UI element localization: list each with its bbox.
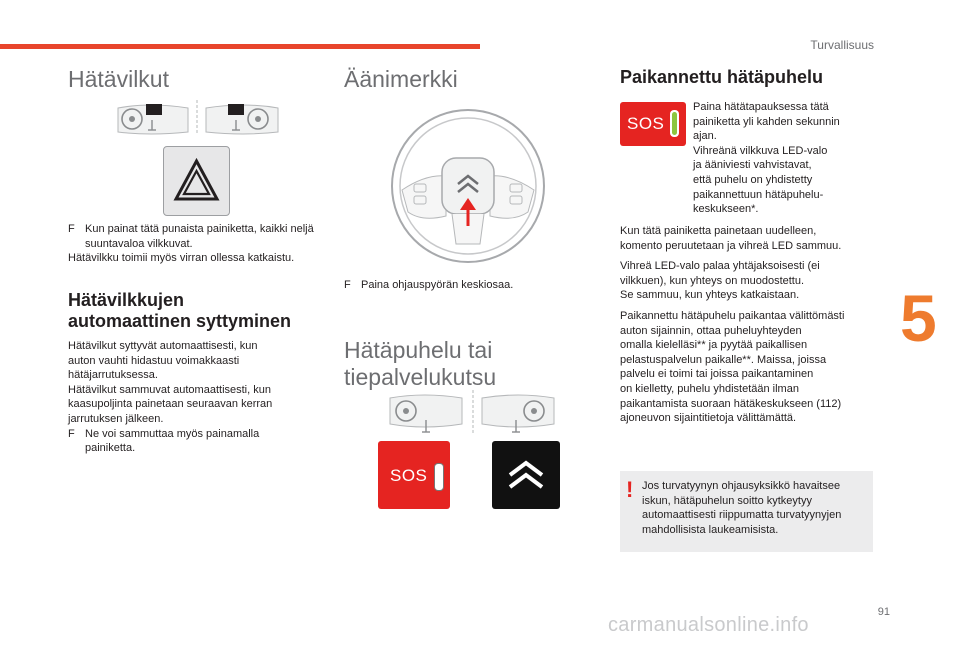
hazard-switch-location-diagram (110, 98, 290, 136)
hazard-button[interactable] (163, 146, 230, 216)
sos-led-indicator (434, 463, 444, 491)
sos-press-instruction: Paina hätätapauksessa tätä painiketta yli kahden sekunnin ajan. Vihreänä vilkkuva LED-valo ja ääniviesti vahvistavat, että puhelu on yhdistetty paikannettuun hätäpuhelu- keskukseen*. (693, 101, 840, 216)
bullet-marker: F (68, 223, 75, 235)
sos-button-small[interactable] (620, 102, 686, 146)
airbag-warning-text: Jos turvatyynyn ohjausyksikkö havaitsee iskun, hätäpuhelun soitto kytkeytyy automaattisesti riippumatta turvatyynyjen mahdollisista laukeamisista. (642, 480, 842, 536)
bullet-marker: F (344, 279, 351, 291)
localized-emergency-call-title: Paikannettu hätäpuhelu (620, 67, 824, 87)
hazard-lights-title: Hätävilkut (68, 66, 169, 92)
sos-label: SOS (627, 114, 665, 133)
emergency-call-title: Hätäpuhelu tai tiepalvelukutsu (344, 337, 497, 390)
assistance-call-button[interactable] (492, 441, 560, 509)
steering-wheel-diagram (386, 104, 550, 268)
chapter-number: 5 (900, 281, 937, 355)
cancel-call-text: Kun tätä painiketta painetaan uudelleen, komento peruutetaan ja vihreä LED sammuu. (620, 225, 842, 252)
led-status-text: Vihreä LED-valo palaa yhtäjaksoisesti (ei vilkkuen), kun yhteys on muodostettu. Se sammuu, kun yhteys katkaistaan. (620, 260, 820, 302)
hazard-ignition-note: Hätävilkku toimii myös virran ollessa katkaistu. (68, 252, 295, 265)
sos-label: SOS (390, 466, 428, 485)
localization-description: Paikannettu hätäpuhelu paikantaa välittömästi auton sijainnin, ottaa puheluyhteyden omalla kielelläsi** ja pyytää paikallisen pelastuspalvelun paikalle**. Maissa, joissa palvelu ei toimi tai joissa paikantaminen on kielletty, puhelu yhdistetään ilman paikantamista suoraan hätäkeskukseen (112) ajoneuvon sijaintitietoja välittämättä. (620, 310, 845, 425)
watermark: carmanualsonline.info (608, 614, 809, 636)
sos-led-green (672, 112, 677, 135)
horn-title: Äänimerkki (344, 66, 458, 92)
sos-button[interactable] (378, 441, 450, 509)
header-accent-bar (0, 44, 480, 49)
page-number: 91 (877, 606, 890, 618)
brand-chevrons-icon (492, 441, 560, 509)
hazard-press-instruction: F Kun painat tätä punaista painiketta, kaikki neljä suuntavaloa vilkkuvat. Hätävilkku toimii myös virran ollessa katkaistu. (68, 222, 326, 266)
hazard-triangle-icon (164, 147, 229, 215)
automatic-hazard-text: Hätävilkut syttyvät automaattisesti, kun auton vauhti hidastuu voimakkaasti hätäjarrutuksessa. Hätävilkut sammuvat automaattisesti, kun kaasupoljinta painetaan seuraavan kerran jarrutuksen jälkeen. F Ne voi sammuttaa myös painamalla painiketta. (68, 340, 273, 455)
sos-led-housing (670, 110, 679, 137)
horn-instruction: F Paina ohjauspyörän keskiosaa. (344, 279, 514, 291)
airbag-warning-box (620, 471, 873, 552)
section-label: Turvallisuus (810, 38, 874, 52)
bullet-marker: F (68, 427, 75, 440)
warning-exclamation-icon: ! (626, 477, 634, 502)
roof-console-diagram (384, 390, 564, 434)
automatic-hazard-title: Hätävilkkujen automaattinen syttyminen (68, 290, 292, 331)
